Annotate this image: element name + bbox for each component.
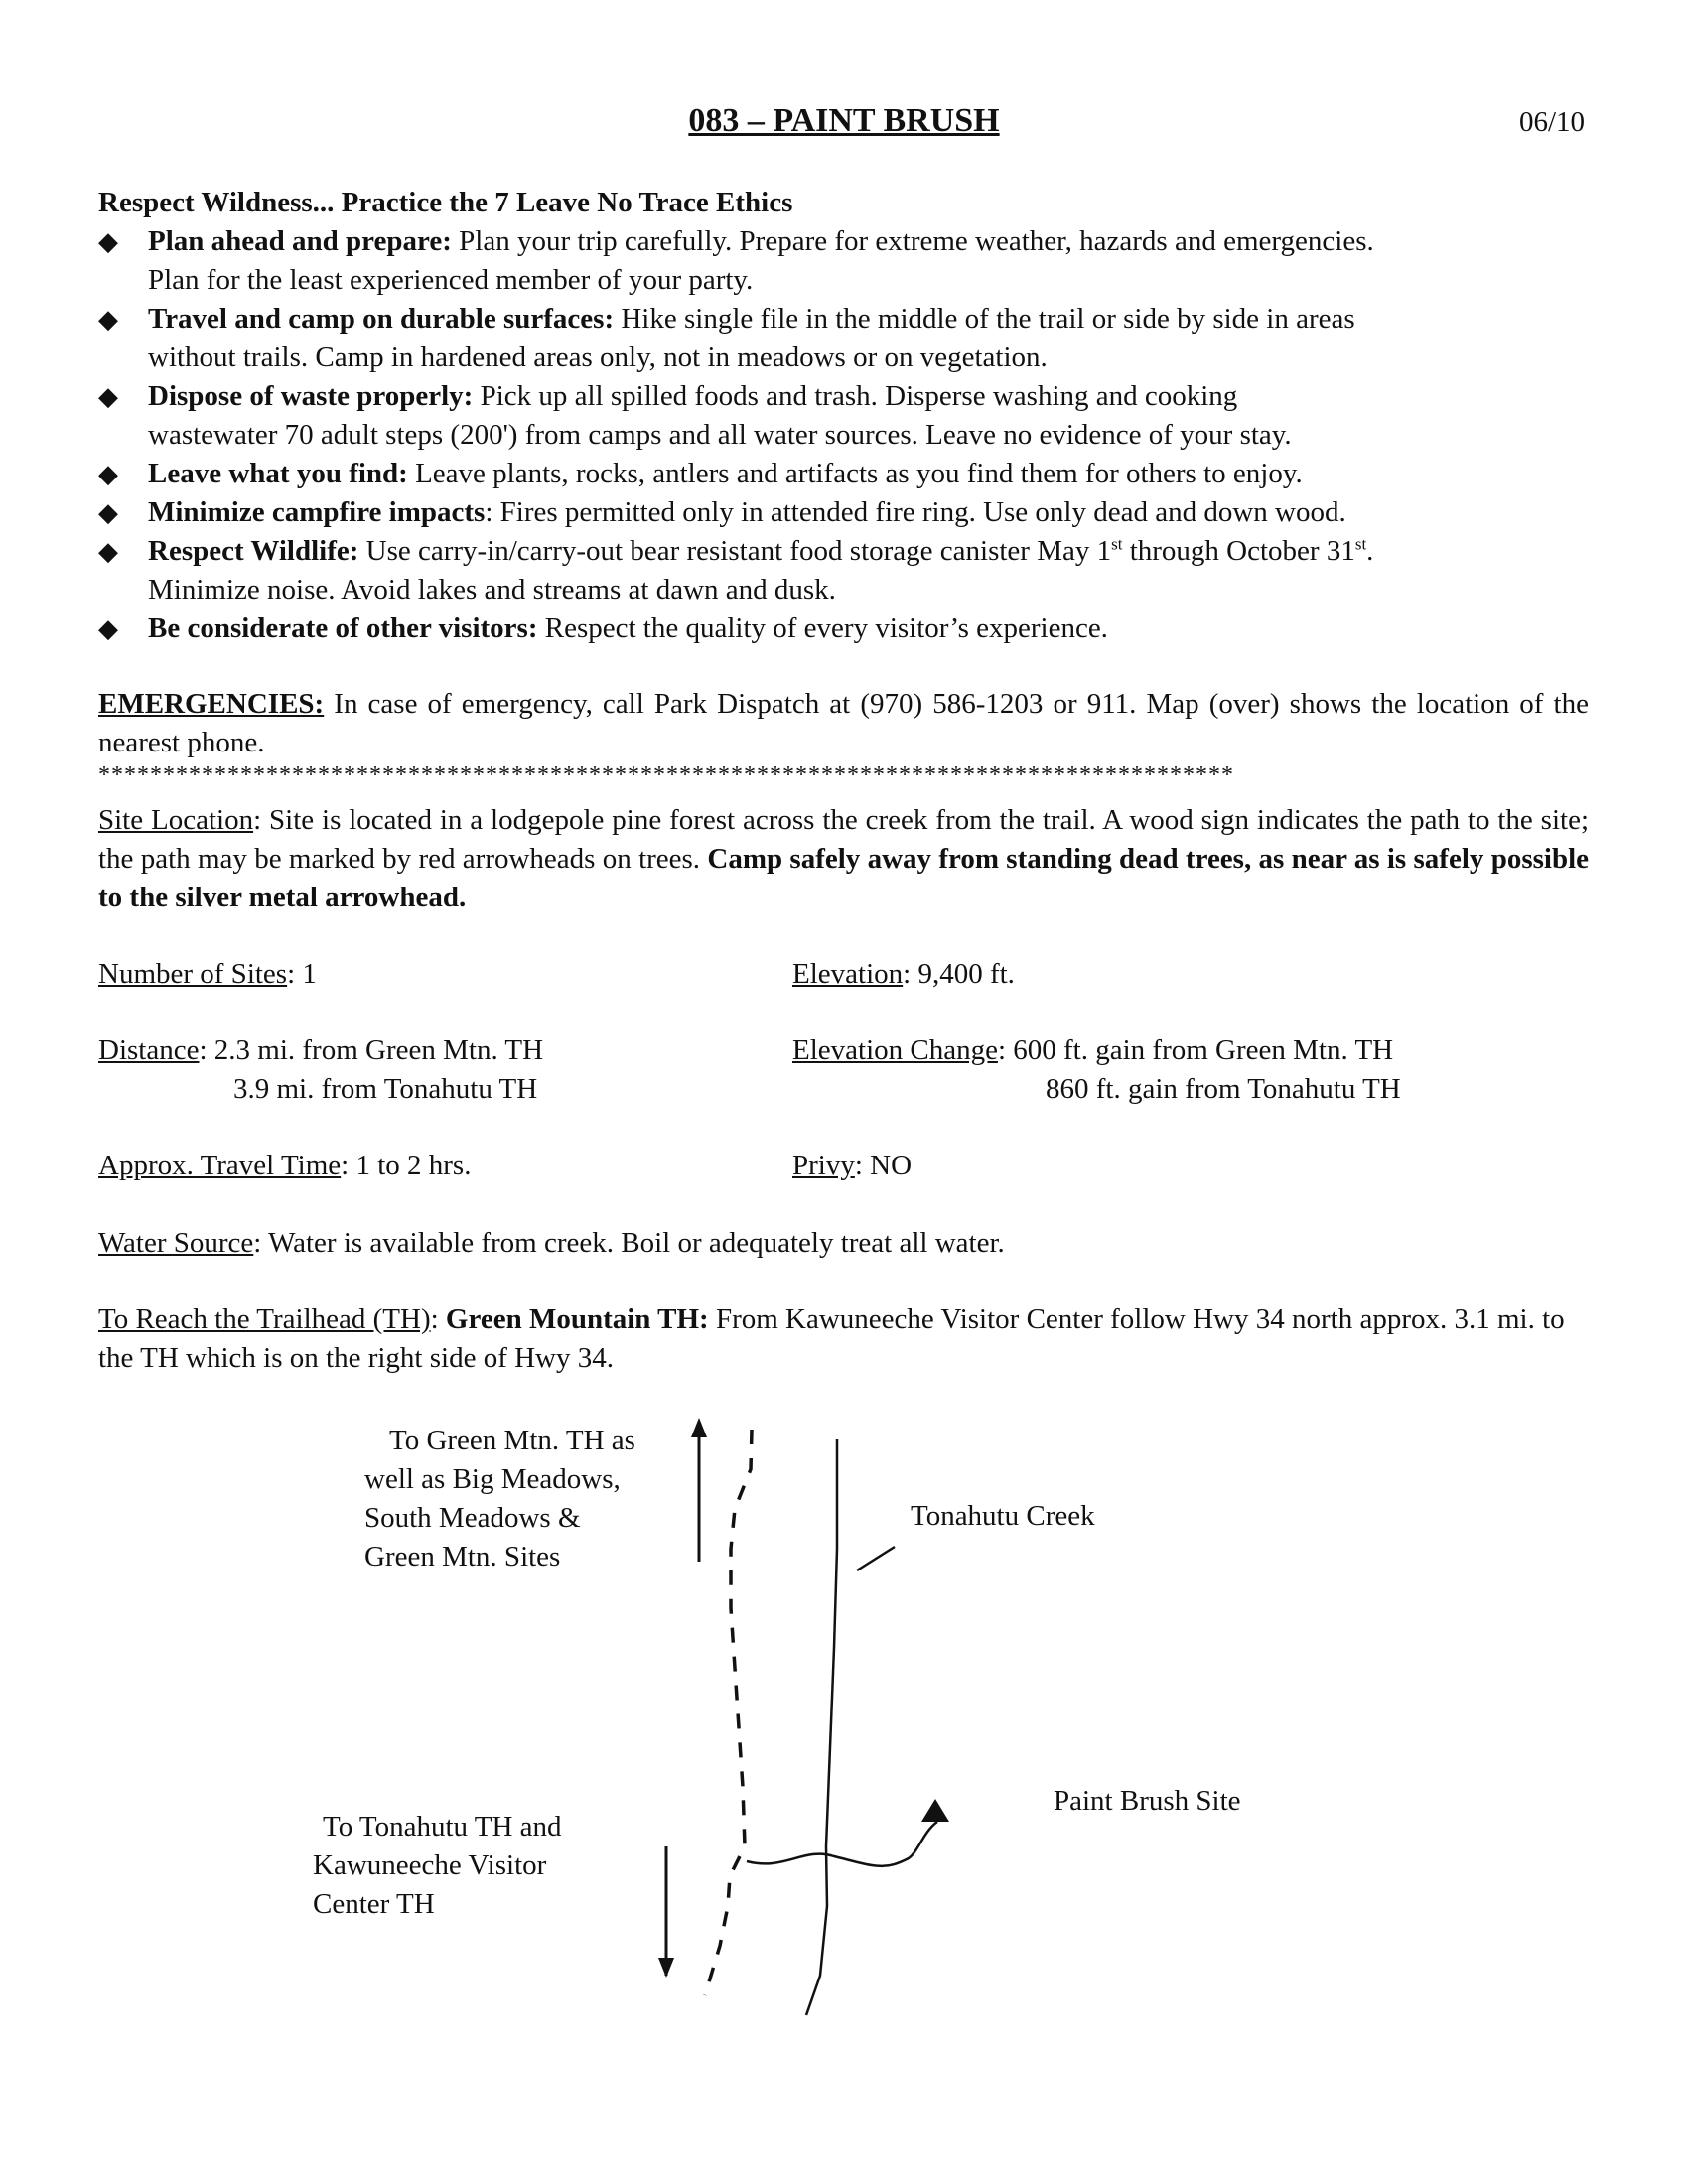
ethics-item-text: through October 31 [1122, 535, 1355, 567]
diamond-bullet-icon: ◆ [98, 305, 118, 334]
north-arrowhead-icon [691, 1418, 707, 1437]
ethics-item-text: without trails. Camp in hardened areas only, not in meadows or on vegetation. [148, 341, 1048, 373]
site-spur-path [747, 1822, 937, 1866]
page-title: 083 – PAINT BRUSH [688, 102, 1000, 139]
privy-value: : NO [854, 1150, 913, 1181]
diamond-bullet-icon: ◆ [98, 227, 118, 256]
ethics-item-text: : Fires permitted only in attended fire ring. Use only dead and down wood. [485, 496, 1346, 528]
south-destination-line: Kawuneeche Visitor [313, 1849, 547, 1881]
north-destination-line: well as Big Meadows, [364, 1463, 621, 1495]
elevation-value: : 9,400 ft. [903, 958, 1015, 990]
south-destination-line: To Tonahutu TH and [323, 1811, 562, 1843]
elevation-label: Elevation [792, 958, 904, 990]
trailhead-colon: : [430, 1303, 446, 1335]
ethics-item-text: Leave plants, rocks, antlers and artifacts as you find them for others to enjoy. [407, 458, 1303, 489]
north-destination-line: Green Mtn. Sites [364, 1541, 561, 1572]
distance-label: Distance [98, 1034, 200, 1066]
ethics-item-text: Plan your trip carefully. Prepare for extreme weather, hazards and emergencies. [451, 225, 1374, 257]
tonahutu-creek-line [806, 1439, 837, 2015]
ethics-item-title: Minimize campfire impacts [148, 496, 486, 528]
ethics-item-title: Respect Wildlife: [148, 535, 359, 567]
ethics-item-text: Minimize noise. Avoid lakes and streams at dawn and dusk. [148, 574, 836, 606]
separator-line: **************************************************************************************** [98, 762, 1234, 788]
distance-value: : 2.3 mi. from Green Mtn. TH [199, 1034, 544, 1066]
site-location-label: Site Location [98, 804, 254, 836]
ethics-heading: Respect Wildness... Practice the 7 Leave No Trace Ethics [98, 187, 793, 218]
travel-time-value: : 1 to 2 hrs. [341, 1150, 472, 1181]
site-location-warning: Camp safely away from standing dead trees, as near as is safely possible to the silver metal arrowhead. [98, 843, 1590, 913]
emergencies-label: EMERGENCIES: [98, 688, 325, 720]
ordinal-suffix: st [1354, 534, 1367, 554]
ethics-item-text: Pick up all spilled foods and trash. Disperse washing and cooking [473, 380, 1238, 412]
diamond-bullet-icon: ◆ [98, 498, 118, 527]
ethics-item-text: Respect the quality of every visitor’s experience. [537, 613, 1108, 644]
diamond-bullet-icon: ◆ [98, 460, 118, 488]
elevation-change-value: : 600 ft. gain from Green Mtn. TH [997, 1034, 1394, 1066]
privy-label: Privy [792, 1150, 855, 1181]
elevation-change-value-2: 860 ft. gain from Tonahutu TH [1046, 1073, 1401, 1105]
revision-date: 06/10 [1518, 106, 1585, 138]
ethics-item-text: . [1366, 535, 1374, 567]
ethics-item-text: Plan for the least experienced member of your party. [148, 264, 754, 296]
diamond-bullet-icon: ◆ [98, 537, 118, 566]
number-of-sites-value: : 1 [287, 958, 317, 990]
ethics-item-title: Be considerate of other visitors: [148, 613, 538, 644]
water-source-label: Water Source [98, 1227, 254, 1259]
distance-value-2: 3.9 mi. from Tonahutu TH [233, 1073, 538, 1105]
ethics-item-text: Hike single file in the middle of the trail or side by side in areas [614, 303, 1355, 335]
water-source-value: : Water is available from creek. Boil or adequately treat all water. [253, 1227, 1005, 1259]
north-destination-line: To Green Mtn. TH as [389, 1425, 635, 1456]
site-label: Paint Brush Site [1054, 1785, 1241, 1817]
travel-time-label: Approx. Travel Time [98, 1150, 342, 1181]
site-location-text: : Site is located in a lodgepole pine forest across the creek from the trail. A wood sign indicates the path to the site; the path may be marked by red arrowheads on trees. [98, 804, 1590, 875]
trail-line [705, 1430, 752, 1995]
ethics-item-title: Dispose of waste properly: [148, 380, 474, 412]
ordinal-suffix: st [1111, 534, 1123, 554]
campsite-triangle-icon [921, 1799, 949, 1822]
creek-label: Tonahutu Creek [911, 1500, 1095, 1532]
south-destination-line: Center TH [313, 1888, 435, 1920]
ethics-item-title: Leave what you find: [148, 458, 408, 489]
ethics-item-text: Use carry-in/carry-out bear resistant food storage canister May 1 [358, 535, 1112, 567]
diamond-bullet-icon: ◆ [98, 382, 118, 411]
ethics-item-title: Travel and camp on durable surfaces: [148, 303, 615, 335]
south-arrowhead-icon [658, 1958, 674, 1978]
north-destination-line: South Meadows & [364, 1502, 581, 1534]
number-of-sites-label: Number of Sites [98, 958, 288, 990]
ethics-item-title: Plan ahead and prepare: [148, 225, 452, 257]
elevation-change-label: Elevation Change [792, 1034, 998, 1066]
emergencies-text: In case of emergency, call Park Dispatch at (970) 586-1203 or 911. Map (over) shows the location of the nearest phone. [98, 688, 1589, 758]
diamond-bullet-icon: ◆ [98, 614, 118, 643]
trailhead-text: From Kawuneeche Visitor Center follow Hwy 34 north approx. 3.1 mi. to the TH which is on the right side of Hwy 34. [98, 1303, 1565, 1374]
trailhead-label: To Reach the Trailhead (TH) [98, 1303, 431, 1335]
ethics-item-text: wastewater 70 adult steps (200') from camps and all water sources. Leave no evidence of your stay. [148, 419, 1292, 451]
creek-leader-line [857, 1547, 895, 1570]
trailhead-name: Green Mountain TH: [445, 1303, 709, 1335]
